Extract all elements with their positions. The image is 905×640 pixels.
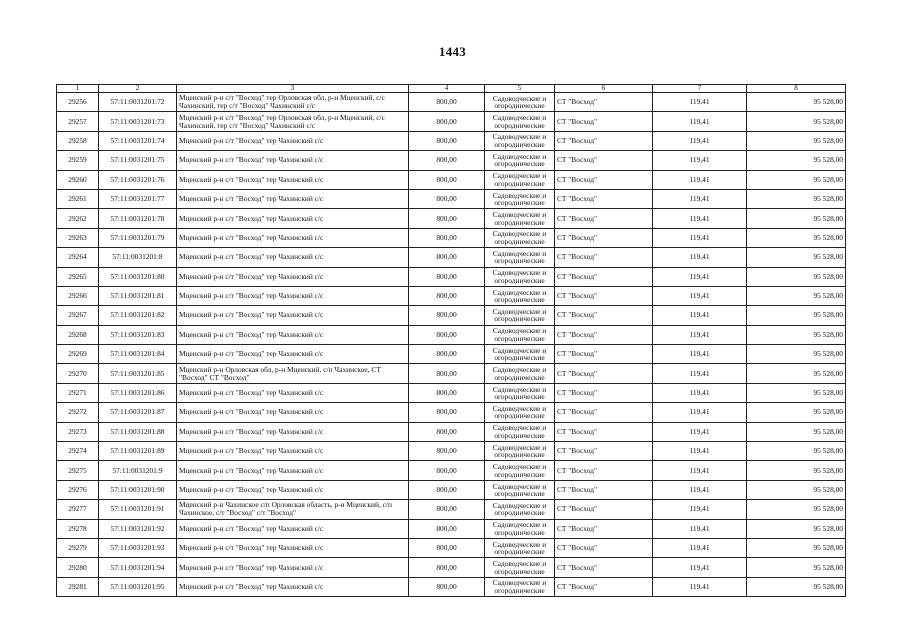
land-use-line: Садоводческие и: [492, 403, 547, 413]
cadastral-value-cell: 95 528,00: [747, 286, 846, 305]
cadastral-rate-cell: 119,41: [653, 228, 747, 247]
table-row: [57, 558, 846, 577]
land-use-cell: [485, 538, 555, 557]
organization-cell: СТ "Восход": [555, 500, 653, 519]
land-use-cell: [485, 500, 555, 519]
table-row: [57, 538, 846, 557]
land-use-cell: [485, 345, 555, 364]
address-cell: Мценский р-н с/т "Восход" тер Чахинский с/с: [177, 345, 409, 364]
area-cell: 800,00: [409, 538, 485, 557]
row-number-cell: 29276: [57, 480, 99, 499]
table-row: [57, 112, 846, 131]
row-number-cell: 29266: [57, 286, 99, 305]
address-cell: Мценский р-н с/т "Восход" тер Чахинский с/с: [177, 383, 409, 402]
cadastral-number-cell: 57:11:0031201:93: [99, 538, 177, 557]
cadastral-rate-cell: 119,41: [653, 500, 747, 519]
table-row: [57, 461, 846, 480]
table-row: [57, 248, 846, 267]
land-use-line: Садоводческие и: [492, 326, 547, 336]
table-row: [57, 131, 846, 150]
organization-cell: СТ "Восход": [555, 461, 653, 480]
address-cell: Мценский р-н с/т "Восход" тер Чахинский с/с: [177, 480, 409, 499]
cadastral-number-cell: 57:11:0031201:77: [99, 189, 177, 208]
table-row: [57, 93, 846, 112]
address-cell: Мценский р-н с/т "Восход" тер Чахинский с/с: [177, 131, 409, 150]
cadastral-rate-cell: 119,41: [653, 306, 747, 325]
land-use-cell: [485, 112, 555, 131]
cadastral-value-cell: 95 528,00: [747, 422, 846, 441]
area-cell: 800,00: [409, 209, 485, 228]
address-cell: Мценский р-н с/т "Восход" тер Чахинский с/с: [177, 538, 409, 557]
cadastral-rate-cell: 119,41: [653, 151, 747, 170]
organization-cell: СТ "Восход": [555, 577, 653, 596]
organization-cell: СТ "Восход": [555, 442, 653, 461]
row-number-cell: 29275: [57, 461, 99, 480]
organization-cell: СТ "Восход": [555, 209, 653, 228]
area-cell: 800,00: [409, 325, 485, 344]
land-use-line: огороднические: [494, 295, 545, 305]
organization-cell: СТ "Восход": [555, 403, 653, 422]
cadastral-value-cell: 95 528,00: [747, 325, 846, 344]
organization-cell: СТ "Восход": [555, 112, 653, 131]
land-use-cell: [485, 383, 555, 402]
table-row: [57, 345, 846, 364]
land-use-line: Садоводческие и: [492, 229, 547, 239]
cadastral-number-cell: 57:11:0031201:79: [99, 228, 177, 247]
cadastral-rate-cell: 119,41: [653, 422, 747, 441]
area-cell: 800,00: [409, 383, 485, 402]
area-cell: 800,00: [409, 267, 485, 286]
table-row: [57, 267, 846, 286]
organization-cell: СТ "Восход": [555, 480, 653, 499]
address-cell: Мценский р-н Орловская обл, р-н Мценский, с/п Чахинское, СТ "Восход" СТ "Восход": [177, 364, 409, 383]
cadastral-number-cell: 57:11:0031201:87: [99, 403, 177, 422]
cadastral-rate-cell: 119,41: [653, 248, 747, 267]
table-row: [57, 422, 846, 441]
table-row: [57, 480, 846, 499]
row-number-cell: 29279: [57, 538, 99, 557]
table-row: [57, 383, 846, 402]
organization-cell: СТ "Восход": [555, 558, 653, 577]
row-number-cell: 29261: [57, 189, 99, 208]
table-row: [57, 577, 846, 596]
cadastral-rate-cell: 119,41: [653, 345, 747, 364]
land-use-line: Садоводческие и: [492, 93, 547, 103]
land-use-line: огороднические: [494, 489, 545, 498]
land-use-cell: [485, 189, 555, 208]
land-use-line: Садоводческие и: [492, 423, 547, 433]
land-use-cell: [485, 267, 555, 286]
land-use-line: Садоводческие и: [492, 190, 547, 200]
address-cell: Мценский р-н Чахинское с/п Орловская область, р-н Мценский, с/п Чахинское, с/т "Восход" с/т "Восход": [177, 500, 409, 519]
column-header: 4: [409, 85, 485, 93]
table-row: [57, 286, 846, 305]
cadastral-rate-cell: 119,41: [653, 383, 747, 402]
cadastral-value-cell: 95 528,00: [747, 403, 846, 422]
cadastral-value-cell: 95 528,00: [747, 538, 846, 557]
land-use-line: огороднические: [494, 392, 545, 402]
cadastral-value-cell: 95 528,00: [747, 500, 846, 519]
land-use-line: огороднические: [494, 159, 545, 169]
address-cell: Мценский р-н с/т "Восход" тер Чахинский с/с: [177, 519, 409, 538]
land-use-line: огороднические: [494, 527, 545, 537]
area-cell: 800,00: [409, 248, 485, 267]
land-use-line: Садоводческие и: [492, 462, 547, 472]
cadastral-value-cell: 95 528,00: [747, 480, 846, 499]
table-row: [57, 306, 846, 325]
land-use-line: огороднические: [494, 585, 545, 595]
land-use-line: огороднические: [494, 198, 545, 208]
cadastral-number-cell: 57:11:0031201:89: [99, 442, 177, 461]
area-cell: 800,00: [409, 500, 485, 519]
address-cell: Мценский р-н с/т "Восход" тер Чахинский с/с: [177, 267, 409, 286]
row-number-cell: 29264: [57, 248, 99, 267]
land-use-line: Садоводческие и: [492, 481, 547, 491]
cadastral-number-cell: 57:11:0031201:72: [99, 93, 177, 112]
row-number-cell: 29260: [57, 170, 99, 189]
cadastral-rate-cell: 119,41: [653, 189, 747, 208]
cadastral-number-cell: 57:11:0031201:80: [99, 267, 177, 286]
row-number-cell: 29281: [57, 577, 99, 596]
land-use-cell: [485, 131, 555, 150]
land-use-line: огороднические: [494, 353, 545, 363]
address-cell: Мценский р-н с/т "Восход" тер Чахинский с/с: [177, 209, 409, 228]
land-use-cell: [485, 248, 555, 267]
cadastral-value-cell: 95 528,00: [747, 170, 846, 189]
organization-cell: СТ "Восход": [555, 170, 653, 189]
cadastral-value-cell: 95 528,00: [747, 189, 846, 208]
area-cell: 800,00: [409, 228, 485, 247]
cadastral-value-cell: 95 528,00: [747, 267, 846, 286]
cadastral-value-cell: 95 528,00: [747, 461, 846, 480]
row-number-cell: 29280: [57, 558, 99, 577]
land-use-cell: [485, 93, 555, 112]
land-use-line: огороднические: [494, 178, 545, 188]
row-number-cell: 29257: [57, 112, 99, 131]
organization-cell: СТ "Восход": [555, 286, 653, 305]
organization-cell: СТ "Восход": [555, 151, 653, 170]
row-number-cell: 29273: [57, 422, 99, 441]
organization-cell: СТ "Восход": [555, 267, 653, 286]
column-header: 8: [747, 85, 846, 93]
cadastral-rate-cell: 119,41: [653, 209, 747, 228]
cadastral-rate-cell: 119,41: [653, 93, 747, 112]
cadastral-number-cell: 57:11:0031201:95: [99, 577, 177, 596]
cadastral-value-cell: 95 528,00: [747, 228, 846, 247]
column-header: 1: [57, 85, 99, 93]
land-use-line: огороднические: [494, 256, 545, 266]
area-cell: 800,00: [409, 189, 485, 208]
cadastral-number-cell: 57:11:0031201:90: [99, 480, 177, 499]
area-cell: 800,00: [409, 345, 485, 364]
land-use-line: огороднические: [494, 372, 545, 382]
table-row: [57, 325, 846, 344]
cadastral-register-table: [56, 84, 846, 597]
cadastral-rate-cell: 119,41: [653, 558, 747, 577]
column-header: 6: [555, 85, 653, 93]
cadastral-value-cell: 95 528,00: [747, 209, 846, 228]
cadastral-value-cell: 95 528,00: [747, 151, 846, 170]
row-number-cell: 29262: [57, 209, 99, 228]
organization-cell: СТ "Восход": [555, 345, 653, 364]
cadastral-value-cell: 95 528,00: [747, 442, 846, 461]
area-cell: 800,00: [409, 364, 485, 383]
cadastral-number-cell: 57:11:0031201:75: [99, 151, 177, 170]
row-number-cell: 29267: [57, 306, 99, 325]
organization-cell: СТ "Восход": [555, 519, 653, 538]
address-cell: Мценский р-н с/т "Восход" тер Чахинский с/с: [177, 306, 409, 325]
table-row: [57, 500, 846, 519]
cadastral-number-cell: 57:11:0031201:84: [99, 345, 177, 364]
address-cell: Мценский р-н с/т "Восход" тер Чахинский с/с: [177, 403, 409, 422]
land-use-line: огороднические: [494, 411, 545, 421]
land-use-line: Садоводческие и: [492, 578, 547, 588]
land-use-line: огороднические: [494, 236, 545, 246]
land-use-cell: [485, 519, 555, 538]
area-cell: 800,00: [409, 306, 485, 325]
land-use-line: огороднические: [494, 217, 545, 227]
organization-cell: СТ "Восход": [555, 422, 653, 441]
table-row: [57, 403, 846, 422]
area-cell: 800,00: [409, 480, 485, 499]
land-use-line: Садоводческие и: [492, 345, 547, 355]
cadastral-rate-cell: 119,41: [653, 442, 747, 461]
land-use-line: огороднические: [494, 508, 545, 518]
cadastral-rate-cell: 119,41: [653, 538, 747, 557]
cadastral-number-cell: 57:11:0031201:86: [99, 383, 177, 402]
table-row: [57, 364, 846, 383]
organization-cell: СТ "Восход": [555, 228, 653, 247]
land-use-line: Садоводческие и: [492, 500, 547, 510]
area-cell: 800,00: [409, 442, 485, 461]
cadastral-value-cell: 95 528,00: [747, 364, 846, 383]
land-use-cell: [485, 286, 555, 305]
land-use-cell: [485, 364, 555, 383]
land-use-cell: [485, 403, 555, 422]
cadastral-number-cell: 57:11:0031201:76: [99, 170, 177, 189]
organization-cell: СТ "Восход": [555, 93, 653, 112]
area-cell: 800,00: [409, 151, 485, 170]
address-cell: Мценский р-н с/т "Восход" тер Чахинский с/с: [177, 189, 409, 208]
table-row: [57, 209, 846, 228]
organization-cell: СТ "Восход": [555, 131, 653, 150]
land-use-cell: [485, 209, 555, 228]
land-use-line: Садоводческие и: [492, 306, 547, 316]
column-number-header-row: [57, 85, 846, 93]
land-use-line: огороднические: [494, 430, 545, 440]
organization-cell: СТ "Восход": [555, 189, 653, 208]
cadastral-number-cell: 57:11:0031201:92: [99, 519, 177, 538]
land-use-cell: [485, 558, 555, 577]
cadastral-rate-cell: 119,41: [653, 519, 747, 538]
land-use-line: Садоводческие и: [492, 384, 547, 394]
cadastral-value-cell: 95 528,00: [747, 93, 846, 112]
area-cell: 800,00: [409, 403, 485, 422]
land-use-line: огороднические: [494, 101, 545, 111]
table-row: [57, 228, 846, 247]
organization-cell: СТ "Восход": [555, 306, 653, 325]
cadastral-rate-cell: 119,41: [653, 286, 747, 305]
address-cell: Мценский р-н с/т "Восход" тер Чахинский с/с: [177, 228, 409, 247]
address-cell: Мценский р-н с/т "Восход" тер Чахинский с/с: [177, 577, 409, 596]
land-use-line: Садоводческие и: [492, 520, 547, 530]
organization-cell: СТ "Восход": [555, 364, 653, 383]
cadastral-number-cell: 57:11:0031201:8: [99, 248, 177, 267]
row-number-cell: 29269: [57, 345, 99, 364]
land-use-line: Садоводческие и: [492, 210, 547, 220]
land-use-line: Садоводческие и: [492, 539, 547, 549]
address-cell: Мценский р-н с/т "Восход" тер Чахинский с/с: [177, 558, 409, 577]
cadastral-number-cell: 57:11:0031201:73: [99, 112, 177, 131]
area-cell: 800,00: [409, 286, 485, 305]
area-cell: 800,00: [409, 93, 485, 112]
land-use-line: Садоводческие и: [492, 248, 547, 258]
cadastral-number-cell: 57:11:0031201:82: [99, 306, 177, 325]
table-row: [57, 442, 846, 461]
row-number-cell: 29263: [57, 228, 99, 247]
cadastral-value-cell: 95 528,00: [747, 383, 846, 402]
column-header: 7: [653, 85, 747, 93]
row-number-cell: 29265: [57, 267, 99, 286]
cadastral-number-cell: 57:11:0031201:88: [99, 422, 177, 441]
land-use-cell: [485, 170, 555, 189]
land-use-line: огороднические: [494, 547, 545, 557]
organization-cell: СТ "Восход": [555, 325, 653, 344]
land-use-line: огороднические: [494, 314, 545, 324]
area-cell: 800,00: [409, 577, 485, 596]
cadastral-value-cell: 95 528,00: [747, 577, 846, 596]
land-use-cell: [485, 422, 555, 441]
land-use-line: Садоводческие и: [492, 132, 547, 142]
row-number-cell: 29270: [57, 364, 99, 383]
row-number-cell: 29274: [57, 442, 99, 461]
row-number-cell: 29278: [57, 519, 99, 538]
land-use-cell: [485, 306, 555, 325]
land-use-line: Садоводческие и: [492, 113, 547, 123]
cadastral-number-cell: 57:11:0031201:83: [99, 325, 177, 344]
cadastral-rate-cell: 119,41: [653, 267, 747, 286]
row-number-cell: 29277: [57, 500, 99, 519]
land-use-line: огороднические: [494, 333, 545, 343]
land-use-cell: [485, 151, 555, 170]
cadastral-value-cell: 95 528,00: [747, 306, 846, 325]
address-cell: Мценский р-н с/т "Восход" тер Орловская обл, р-н Мценский, с/с Чахинский, тер с/т "Восход" Чахинский с/с: [177, 93, 409, 112]
cadastral-value-cell: 95 528,00: [747, 248, 846, 267]
cadastral-rate-cell: 119,41: [653, 112, 747, 131]
table-body: [57, 93, 846, 597]
land-use-line: Садоводческие и: [492, 287, 547, 297]
land-use-cell: [485, 442, 555, 461]
land-use-line: огороднические: [494, 139, 545, 149]
address-cell: Мценский р-н с/т "Восход" тер Чахинский с/с: [177, 422, 409, 441]
row-number-cell: 29258: [57, 131, 99, 150]
column-header: 2: [99, 85, 177, 93]
row-number-cell: 29259: [57, 151, 99, 170]
area-cell: 800,00: [409, 519, 485, 538]
organization-cell: СТ "Восход": [555, 248, 653, 267]
area-cell: 800,00: [409, 558, 485, 577]
cadastral-number-cell: 57:11:0031201:91: [99, 500, 177, 519]
cadastral-rate-cell: 119,41: [653, 325, 747, 344]
table-row: [57, 151, 846, 170]
address-cell: Мценский р-н с/т "Восход" тер Чахинский с/с: [177, 442, 409, 461]
cadastral-rate-cell: 119,41: [653, 480, 747, 499]
cadastral-value-cell: 95 528,00: [747, 558, 846, 577]
land-use-cell: [485, 325, 555, 344]
address-cell: Мценский р-н с/т "Восход" тер Чахинский с/с: [177, 248, 409, 267]
land-use-line: огороднические: [494, 469, 545, 479]
area-cell: 800,00: [409, 422, 485, 441]
land-use-line: Садоводческие и: [492, 268, 547, 278]
address-cell: Мценский р-н с/т "Восход" тер Чахинский с/с: [177, 325, 409, 344]
address-cell: Мценский р-н с/т "Восход" тер Орловская обл, р-н Мценский, с/с Чахинский, тер с/т "Восход" Чахинский с/с: [177, 112, 409, 131]
column-header: 3: [177, 85, 409, 93]
cadastral-value-cell: 95 528,00: [747, 112, 846, 131]
cadastral-number-cell: 57:11:0031201:9: [99, 461, 177, 480]
cadastral-rate-cell: 119,41: [653, 461, 747, 480]
land-use-line: Садоводческие и: [492, 559, 547, 569]
table-row: [57, 189, 846, 208]
cadastral-value-cell: 95 528,00: [747, 345, 846, 364]
cadastral-rate-cell: 119,41: [653, 364, 747, 383]
row-number-cell: 29271: [57, 383, 99, 402]
land-use-cell: [485, 577, 555, 596]
table-row: [57, 519, 846, 538]
cadastral-rate-cell: 119,41: [653, 403, 747, 422]
address-cell: Мценский р-н с/т "Восход" тер Чахинский с/с: [177, 286, 409, 305]
area-cell: 800,00: [409, 112, 485, 131]
land-use-line: Садоводческие и: [492, 365, 547, 375]
cadastral-number-cell: 57:11:0031201:74: [99, 131, 177, 150]
land-use-line: Садоводческие и: [492, 151, 547, 161]
cadastral-number-cell: 57:11:0031201:78: [99, 209, 177, 228]
land-use-cell: [485, 228, 555, 247]
address-cell: Мценский р-н с/т "Восход" тер Чахинский с/с: [177, 170, 409, 189]
cadastral-number-cell: 57:11:0031201:81: [99, 286, 177, 305]
cadastral-rate-cell: 119,41: [653, 577, 747, 596]
column-header: 5: [485, 85, 555, 93]
land-use-line: огороднические: [494, 566, 545, 576]
land-use-line: Садоводческие и: [492, 442, 547, 452]
land-use-line: огороднические: [494, 450, 545, 460]
row-number-cell: 29272: [57, 403, 99, 422]
area-cell: 800,00: [409, 461, 485, 480]
land-use-line: огороднические: [494, 120, 545, 130]
area-cell: 800,00: [409, 170, 485, 189]
row-number-cell: 29268: [57, 325, 99, 344]
table-row: [57, 170, 846, 189]
organization-cell: СТ "Восход": [555, 383, 653, 402]
address-cell: Мценский р-н с/т "Восход" тер Чахинский с/с: [177, 151, 409, 170]
cadastral-rate-cell: 119,41: [653, 131, 747, 150]
row-number-cell: 29256: [57, 93, 99, 112]
address-cell: Мценский р-н с/т "Восход" тер Чахинский с/с: [177, 461, 409, 480]
area-cell: 800,00: [409, 131, 485, 150]
organization-cell: СТ "Восход": [555, 538, 653, 557]
cadastral-value-cell: 95 528,00: [747, 519, 846, 538]
cadastral-rate-cell: 119,41: [653, 170, 747, 189]
cadastral-number-cell: 57:11:0031201:94: [99, 558, 177, 577]
land-use-cell: [485, 480, 555, 499]
land-use-line: огороднические: [494, 275, 545, 285]
page-number: 1443: [438, 44, 467, 59]
cadastral-number-cell: 57:11:0031201:85: [99, 364, 177, 383]
land-use-line: Садоводческие и: [492, 171, 547, 181]
cadastral-value-cell: 95 528,00: [747, 131, 846, 150]
land-use-cell: [485, 461, 555, 480]
